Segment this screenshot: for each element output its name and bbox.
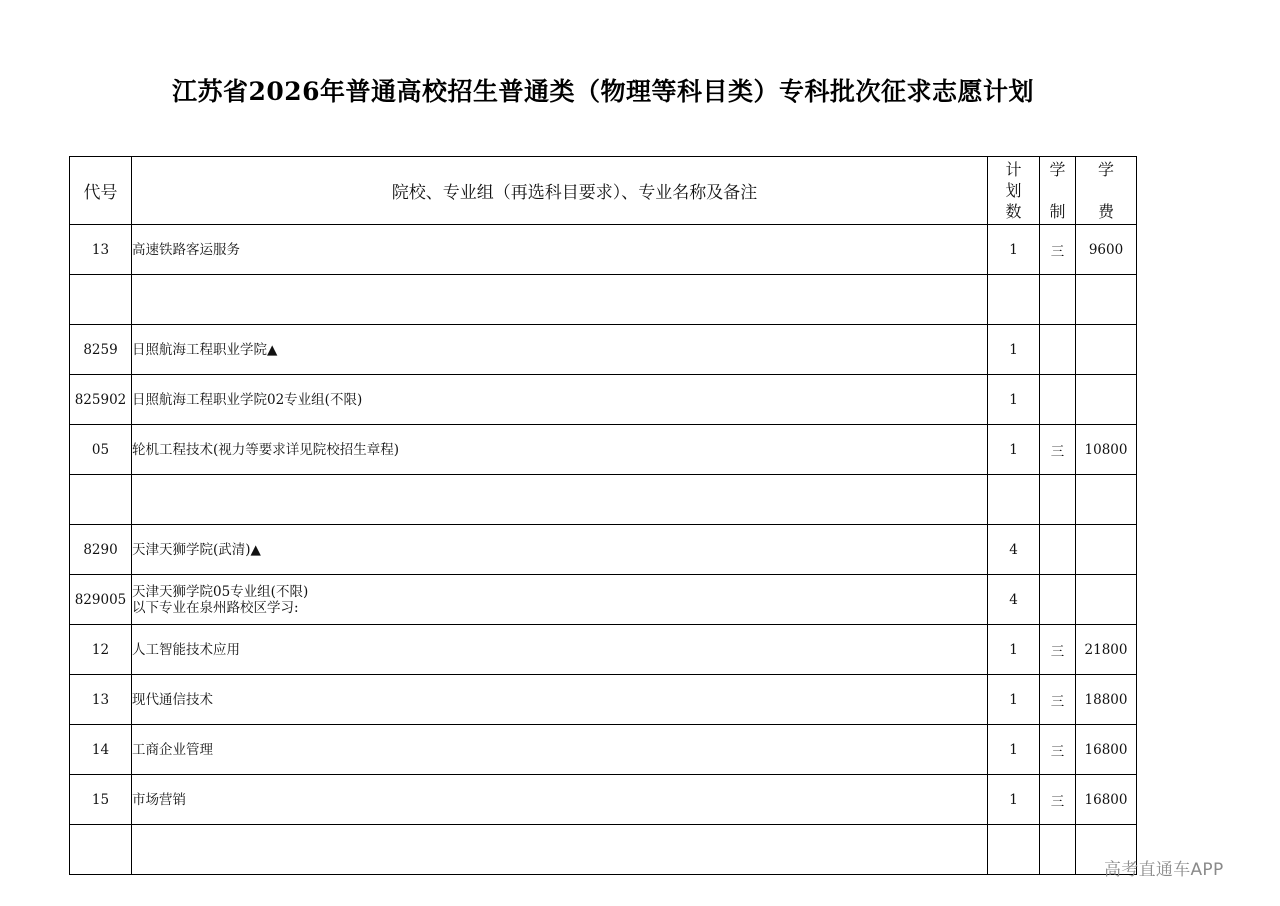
table-row [70, 425, 1137, 475]
row-plan-cell: 1 [988, 675, 1040, 725]
table-row [70, 725, 1137, 775]
row-fee-cell [1076, 375, 1137, 425]
row-code-cell: 13 [70, 675, 132, 725]
row-name-cell [132, 525, 988, 575]
row-fee-cell: 21800 [1076, 625, 1137, 675]
row-name-line: 市场营销 [132, 791, 186, 808]
header-fee [1076, 157, 1137, 225]
row-code-cell: 829005 [70, 575, 132, 625]
row-name-line: 工商企业管理 [132, 741, 213, 758]
row-name-cell [132, 425, 988, 475]
row-length-cell [1040, 475, 1076, 525]
row-length-cell: 三 [1040, 675, 1076, 725]
row-plan-cell [988, 475, 1040, 525]
row-code-cell [70, 275, 132, 325]
row-name-cell [132, 575, 988, 625]
row-length-cell [1040, 375, 1076, 425]
row-length-cell: 三 [1040, 225, 1076, 275]
row-name-line: 现代通信技术 [132, 691, 213, 708]
row-fee-cell [1076, 475, 1137, 525]
header-name: 院校、专业组（再选科目要求）、专业名称及备注 [132, 157, 988, 225]
row-name-line: 日照航海工程职业学院02专业组(不限) [132, 391, 363, 408]
row-plan-cell: 1 [988, 375, 1040, 425]
row-code-cell: 14 [70, 725, 132, 775]
table-row [70, 575, 1137, 625]
row-code-cell: 8259 [70, 325, 132, 375]
table-header-row [70, 157, 1137, 225]
table-row [70, 625, 1137, 675]
row-plan-cell: 1 [988, 425, 1040, 475]
row-plan-cell [988, 825, 1040, 875]
row-plan-cell: 1 [988, 225, 1040, 275]
row-code-cell: 8290 [70, 525, 132, 575]
header-length-char: 制 [1049, 201, 1066, 221]
row-name-cell [132, 675, 988, 725]
row-name-cell [132, 775, 988, 825]
header-plan-char: 数 [1005, 201, 1022, 221]
row-code-cell [70, 825, 132, 875]
table-row [70, 525, 1137, 575]
row-code-cell: 825902 [70, 375, 132, 425]
row-code-cell: 13 [70, 225, 132, 275]
row-name-cell [132, 225, 988, 275]
row-plan-cell: 4 [988, 525, 1040, 575]
row-name-cell [132, 325, 988, 375]
row-length-cell [1040, 825, 1076, 875]
table-row [70, 275, 1137, 325]
header-plan-char: 划 [1005, 180, 1022, 200]
table-row [70, 475, 1137, 525]
row-name-line: 高速铁路客运服务 [132, 241, 240, 258]
row-code-cell: 15 [70, 775, 132, 825]
row-length-cell: 三 [1040, 775, 1076, 825]
row-length-cell [1040, 525, 1076, 575]
row-plan-cell: 4 [988, 575, 1040, 625]
row-plan-cell [988, 275, 1040, 325]
row-name-cell [132, 475, 988, 525]
row-name-cell [132, 825, 988, 875]
row-fee-cell [1076, 525, 1137, 575]
header-code: 代号 [70, 157, 132, 225]
page-title: 江苏省2026年普通高校招生普通类（物理等科目类）专科批次征求志愿计划 [171, 77, 1035, 106]
app-watermark: 高考直通车APP [1104, 860, 1224, 880]
header-fee-char: 费 [1097, 201, 1114, 221]
row-code-cell [70, 475, 132, 525]
row-plan-cell: 1 [988, 775, 1040, 825]
table-row [70, 375, 1137, 425]
row-name-line: 天津天狮学院05专业组(不限) [132, 583, 309, 600]
row-code-cell: 05 [70, 425, 132, 475]
row-fee-cell: 10800 [1076, 425, 1137, 475]
row-name-line: 人工智能技术应用 [132, 641, 240, 658]
row-length-cell: 三 [1040, 425, 1076, 475]
row-name-cell [132, 275, 988, 325]
row-fee-cell [1076, 575, 1137, 625]
row-name-cell [132, 625, 988, 675]
row-fee-cell [1076, 275, 1137, 325]
row-plan-cell: 1 [988, 725, 1040, 775]
row-fee-cell: 16800 [1076, 725, 1137, 775]
row-name-cell [132, 375, 988, 425]
row-length-cell: 三 [1040, 725, 1076, 775]
row-fee-cell: 16800 [1076, 775, 1137, 825]
row-length-cell: 三 [1040, 625, 1076, 675]
row-fee-cell: 9600 [1076, 225, 1137, 275]
row-plan-cell: 1 [988, 625, 1040, 675]
table-row [70, 775, 1137, 825]
row-length-cell [1040, 275, 1076, 325]
header-length-char: 学 [1049, 159, 1066, 179]
table-row [70, 325, 1137, 375]
row-length-cell [1040, 575, 1076, 625]
row-name-cell [132, 725, 988, 775]
row-name-line: 轮机工程技术(视力等要求详见院校招生章程) [132, 441, 400, 458]
row-plan-cell: 1 [988, 325, 1040, 375]
header-length [1040, 157, 1076, 225]
header-plan [988, 157, 1040, 225]
table-row [70, 225, 1137, 275]
row-fee-cell [1076, 325, 1137, 375]
table-row [70, 825, 1137, 875]
row-fee-cell: 18800 [1076, 675, 1137, 725]
row-name-line: 以下专业在泉州路校区学习: [132, 599, 299, 616]
row-name-line: 日照航海工程职业学院▲ [132, 341, 278, 358]
header-fee-char: 学 [1097, 159, 1114, 179]
row-length-cell [1040, 325, 1076, 375]
header-plan-char: 计 [1005, 159, 1022, 179]
admission-plan-table [69, 156, 1137, 875]
row-name-line: 天津天狮学院(武清)▲ [132, 541, 261, 558]
row-code-cell: 12 [70, 625, 132, 675]
table-row [70, 675, 1137, 725]
